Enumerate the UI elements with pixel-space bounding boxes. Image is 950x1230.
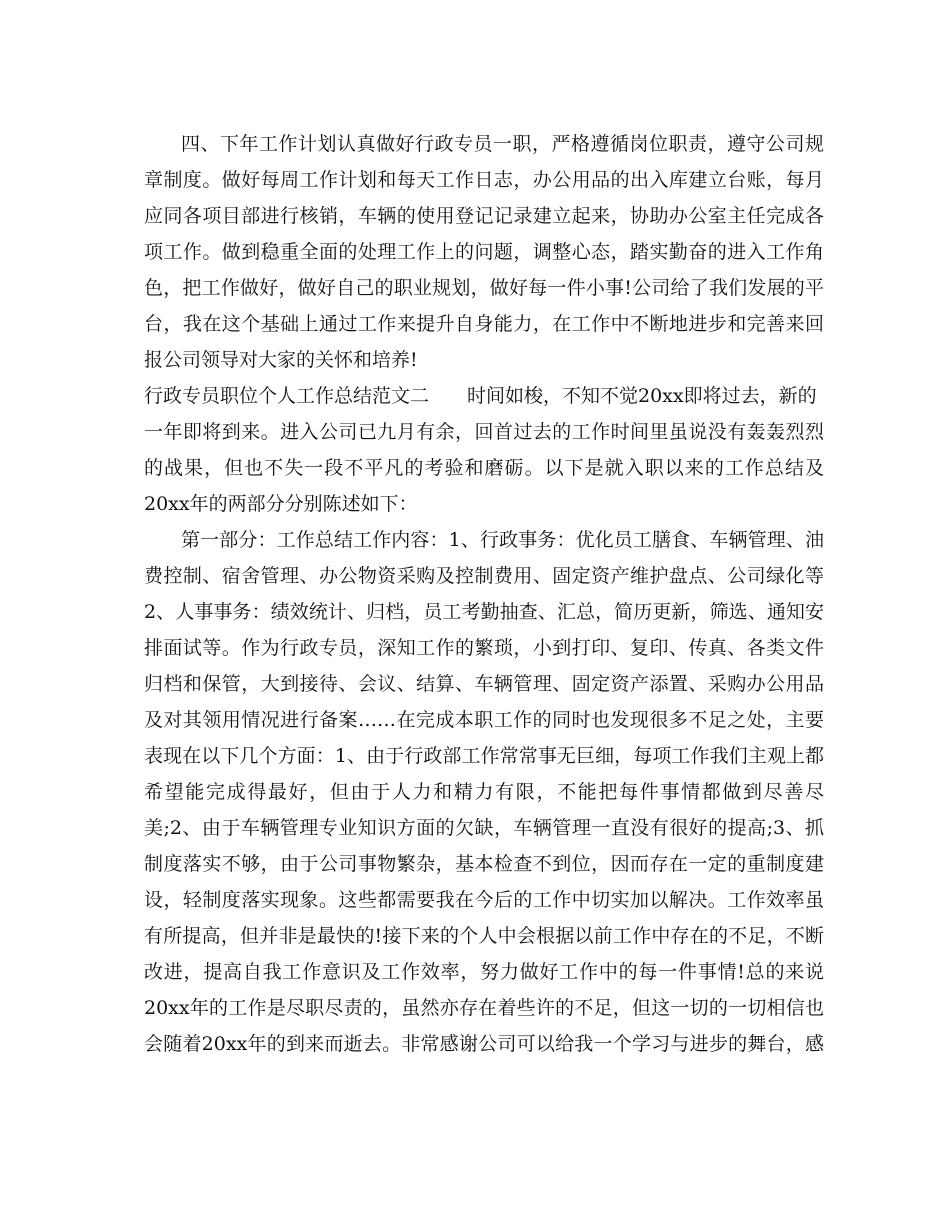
text-line: 色，把工作做好，做好自己的职业规划，做好每一件小事!公司给了我们发展的平 [144, 277, 824, 299]
text-line: 设，轻制度落实现象。这些都需要我在今后的工作中切实加以解决。工作效率虽 [144, 889, 824, 911]
text-line: 2、人事事务：绩效统计、归档，员工考勤抽查、汇总，简历更新，筛选、通知安 [144, 601, 824, 623]
text-line: 制度落实不够，由于公司事物繁杂，基本检查不到位，因而存在一定的重制度建 [144, 853, 824, 875]
text-line: 改进，提高自我工作意识及工作效率，努力做好工作中的每一件事情!总的来说 [144, 961, 824, 983]
text-line: 应同各项目部进行核销，车辆的使用登记记录建立起来，协助办公室主任完成各 [144, 205, 824, 227]
text-line: 表现在以下几个方面：1、由于行政部工作常常事无巨细，每项工作我们主观上都 [144, 745, 824, 767]
text-line: 排面试等。作为行政专员，深知工作的繁琐，小到打印、复印、传真、各类文件 [144, 637, 824, 659]
text-line: 及对其领用情况进行备案……在完成本职工作的同时也发现很多不足之处，主要 [144, 709, 824, 731]
text-line: 美;2、由于车辆管理专业知识方面的欠缺，车辆管理一直没有很好的提高;3、抓 [144, 817, 824, 839]
text-line: 第一部分：工作总结工作内容：1、行政事务：优化员工膳食、车辆管理、油 [181, 529, 824, 551]
text-line: 项工作。做到稳重全面的处理工作上的问题，调整心态，踏实勤奋的进入工作角 [144, 241, 824, 263]
text-line: 台，我在这个基础上通过工作来提升自身能力，在工作中不断地进步和完善来回 [144, 313, 824, 335]
text-line: 有所提高，但并非是最快的!接下来的个人中会根据以前工作中存在的不足，不断 [144, 925, 824, 947]
text-line: 报公司领导对大家的关怀和培养! [144, 349, 418, 371]
text-line: 四、下年工作计划认真做好行政专员一职，严格遵循岗位职责，遵守公司规 [181, 133, 824, 155]
text-line: 会随着20xx年的到来而逝去。非常感谢公司可以给我一个学习与进步的舞台，感 [144, 1033, 824, 1055]
text-line: 20xx年的工作是尽职尽责的，虽然亦存在着些许的不足，但这一切的一切相信也 [144, 997, 824, 1019]
section-heading-line: 行政专员职位个人工作总结范文二 时间如梭，不知不觉20xx即将过去，新的 [144, 385, 817, 407]
text-line: 一年即将到来。进入公司已九月有余，回首过去的工作时间里虽说没有轰轰烈烈 [144, 421, 824, 443]
text-line: 20xx年的两部分分别陈述如下： [144, 493, 418, 515]
text-line: 的战果，但也不失一段不平凡的考验和磨砺。以下是就入职以来的工作总结及 [144, 457, 824, 479]
text-line: 费控制、宿舍管理、办公物资采购及控制费用、固定资产维护盘点、公司绿化等 [144, 565, 824, 587]
text-line: 希望能完成得最好，但由于人力和精力有限，不能把每件事情都做到尽善尽 [144, 781, 824, 803]
text-line: 章制度。做好每周工作计划和每天工作日志，办公用品的出入库建立台账，每月 [144, 169, 824, 191]
text-line: 归档和保管，大到接待、会议、结算、车辆管理、固定资产添置、采购办公用品 [144, 673, 824, 695]
